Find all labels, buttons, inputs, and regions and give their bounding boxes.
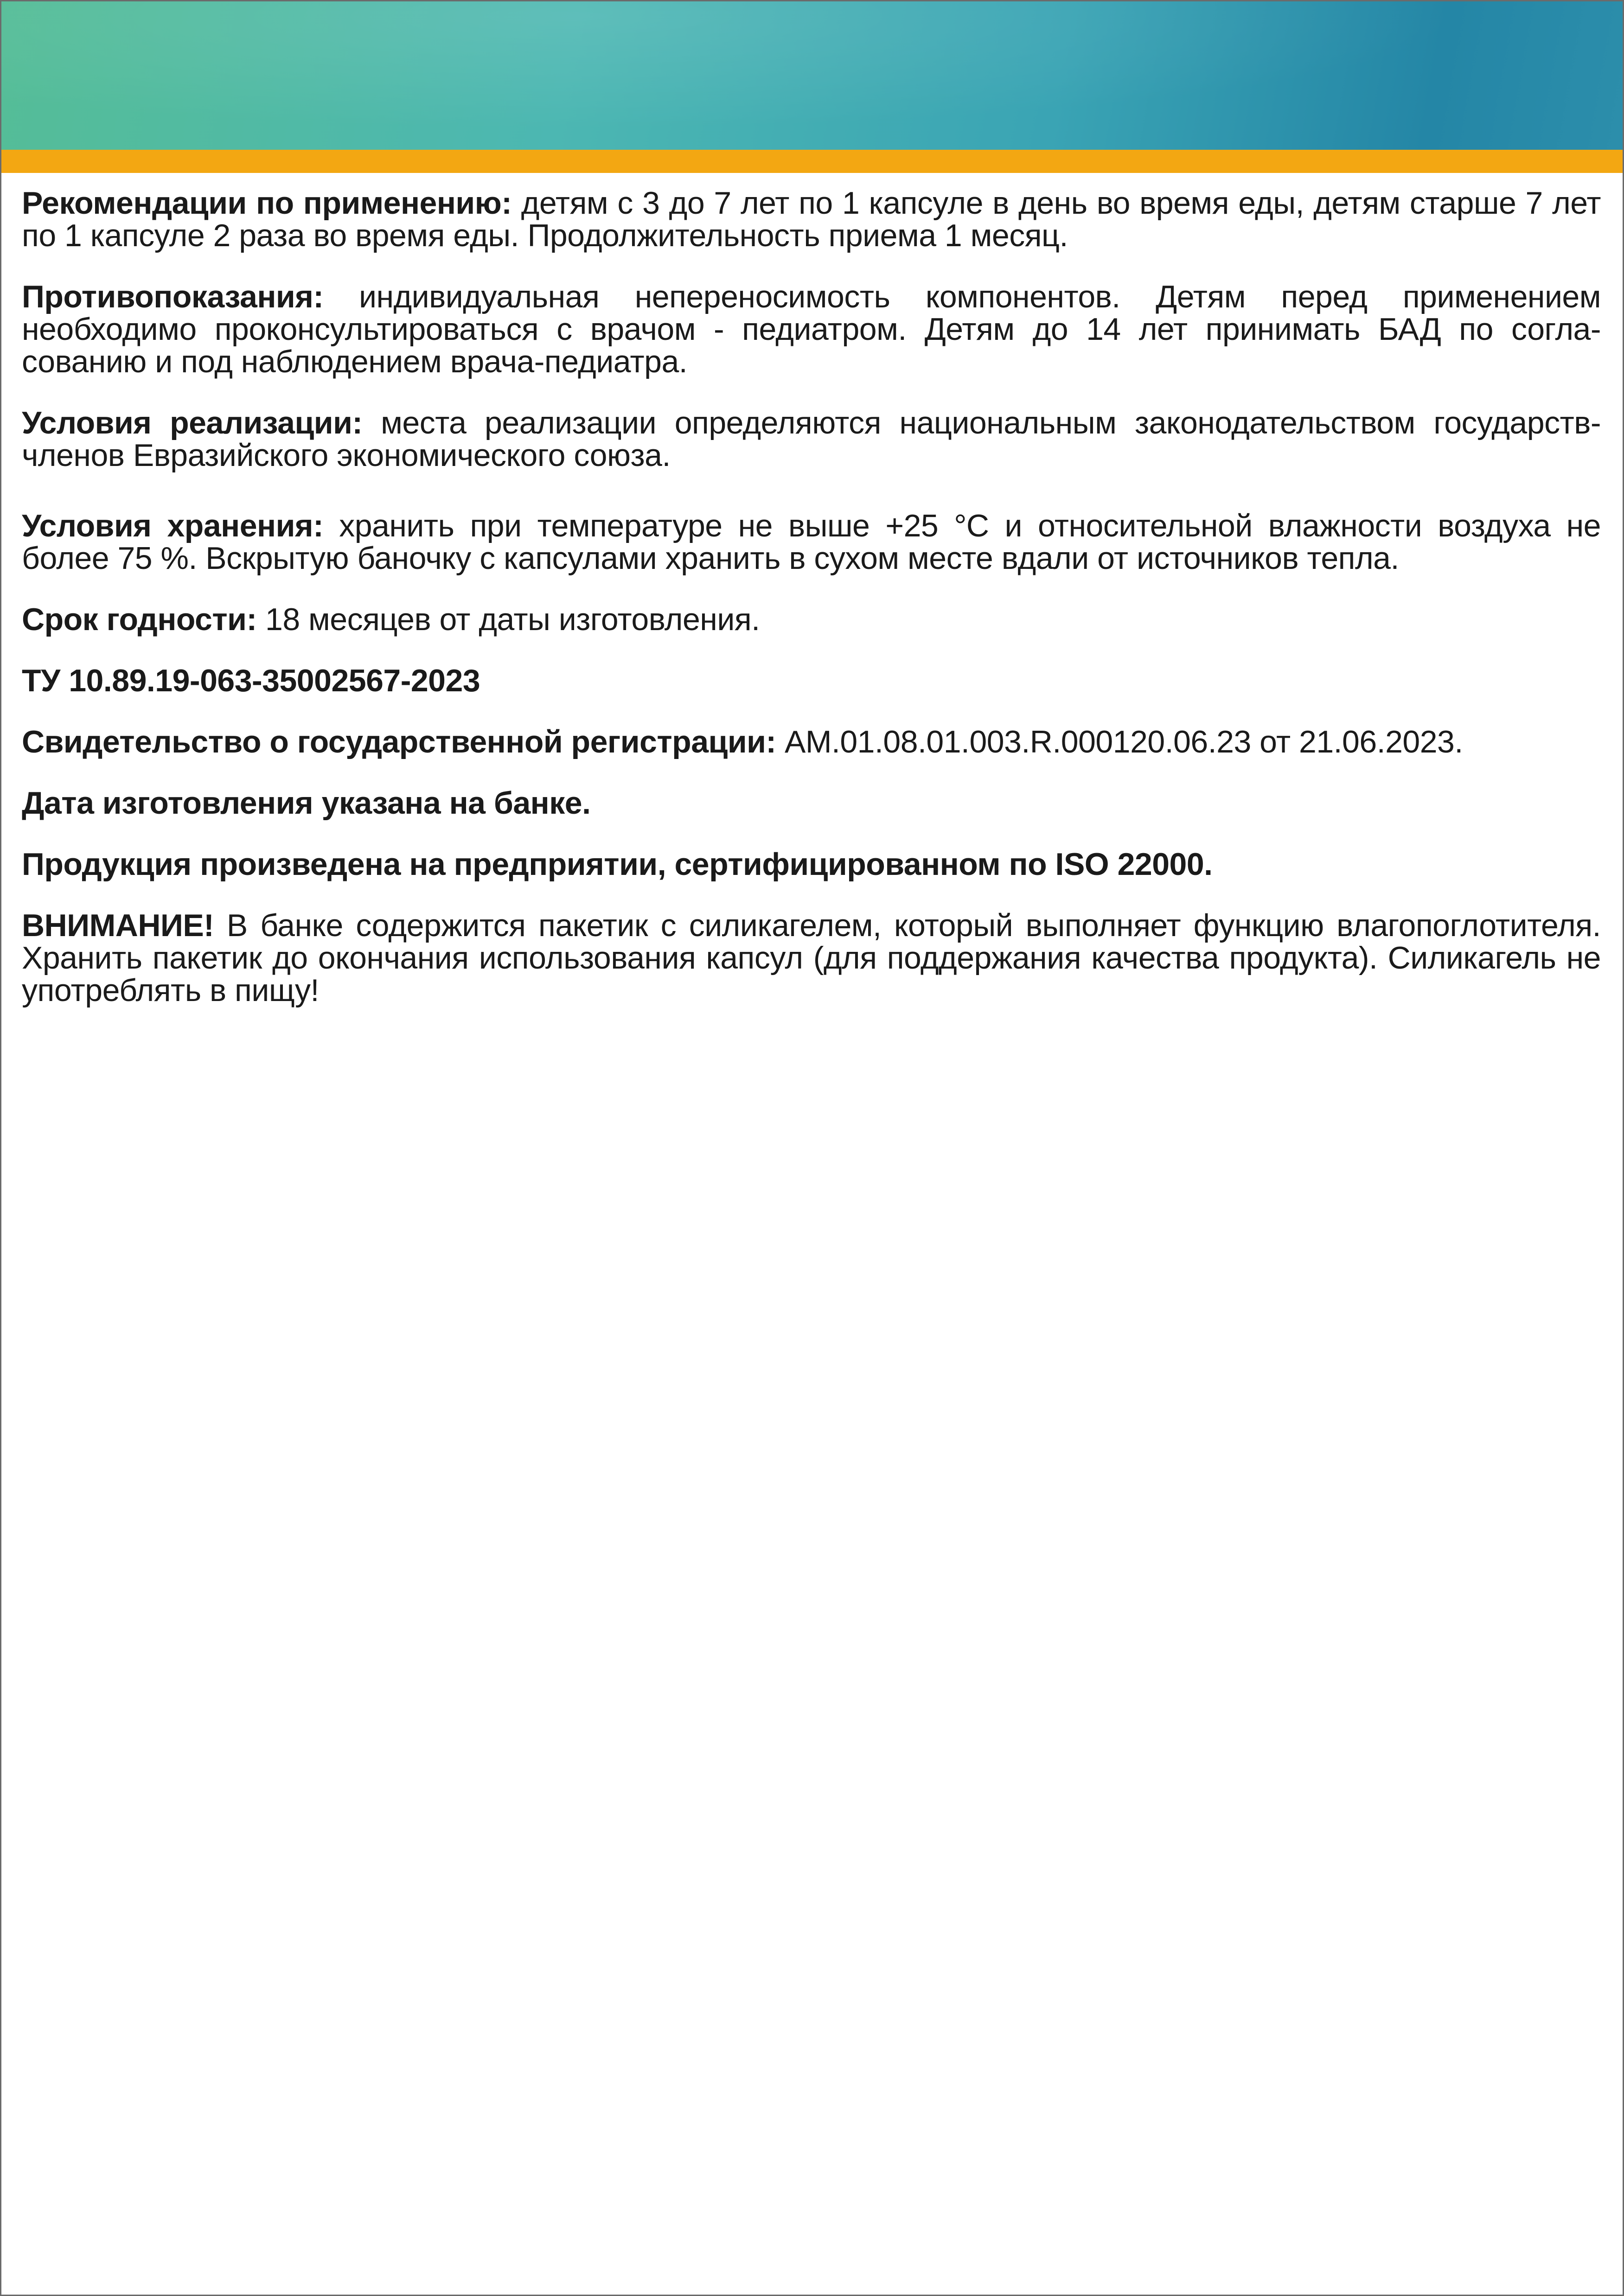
shelf-life [22, 603, 1601, 636]
sale-conditions-text: места реализации определяются национальным законодательством государств-членов Евразийского экономического союза. [22, 405, 1601, 473]
registration-label: Свидетельство о государственной регистрации: [22, 724, 776, 759]
contraindications-label: Противопоказания: [22, 279, 324, 314]
contraindications [22, 281, 1601, 378]
manufacture-date-label: Дата изготовления указана на банке. [22, 785, 591, 821]
registration-text: AM.01.08.01.003.R.000120.06.23 от 21.06.2023. [776, 724, 1463, 759]
header-gradient-band [1, 1, 1623, 150]
sale-conditions [22, 407, 1601, 472]
sale-conditions-label: Условия реализации: [22, 405, 363, 440]
manufacture-date-note [22, 787, 1601, 819]
warning-note [22, 909, 1601, 1007]
accent-stripe [1, 150, 1623, 173]
tu-label: ТУ 10.89.19-063-35002567-2023 [22, 663, 480, 698]
shelf-life-text: 18 месяцев от даты изготовления. [256, 602, 760, 637]
iso-certification-note [22, 848, 1601, 880]
iso-label: Продукция произведена на предприятии, сертифицированном по ISO 22000. [22, 847, 1213, 882]
usage-label: Рекомендации по применению: [22, 185, 512, 221]
usage-recommendations [22, 187, 1601, 252]
contraindications-text: индивидуальная непереносимость компонентов. Детям перед применением необходимо проконсультироваться с врачом - педиатром. Детям до 14 лет принимать БАД по согла-сованию и под наблюдением врача-педиатра. [22, 279, 1601, 379]
storage-label: Условия хранения: [22, 508, 324, 543]
warning-label: ВНИМАНИЕ! [22, 908, 214, 943]
registration-certificate [22, 726, 1601, 758]
storage-conditions [22, 510, 1601, 574]
storage-text: хранить при температуре не выше +25 °С и относительной влажности воздуха не более 75 %. Вскрытую баночку с капсулами хранить в сухом месте вдали от источников тепла. [22, 508, 1601, 576]
shelf-life-label: Срок годности: [22, 602, 257, 637]
warning-text: В банке содержится пакетик с силикагелем, который выполняет функцию влагопоглотителя. Хранить пакетик до окончания использования капсул (для поддержания качества продукта). Силикагель не употреблять в пищу! [22, 908, 1601, 1008]
label-text-content [22, 178, 1601, 1007]
usage-text: детям с 3 до 7 лет по 1 капсуле в день во время еды, детям старше 7 лет по 1 капсуле 2 раза во время еды. Продолжительность приема 1 месяц. [22, 185, 1601, 253]
technical-specification [22, 664, 1601, 697]
